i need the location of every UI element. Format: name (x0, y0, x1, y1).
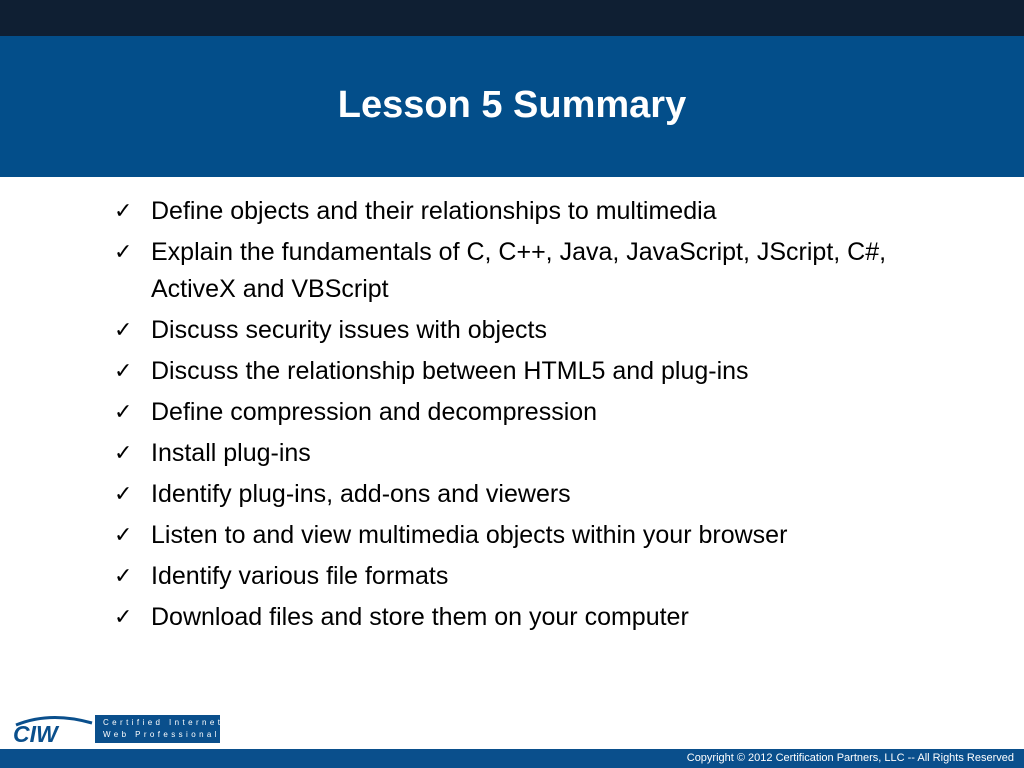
ciw-logo-mark (10, 713, 94, 745)
checkmark-icon: ✓ (114, 318, 133, 343)
list-item-text: Discuss the relationship between HTML5 and plug-ins (151, 357, 749, 385)
list-item (110, 353, 910, 390)
summary-list (110, 193, 910, 640)
ciw-logo (10, 712, 222, 746)
checkmark-icon: ✓ (114, 564, 133, 589)
list-item-text: Identify plug-ins, add-ons and viewers (151, 480, 571, 508)
list-item-text: Define compression and decompression (151, 398, 598, 426)
list-item-text: Identify various file formats (151, 562, 449, 590)
slide-title: Lesson 5 Summary (337, 84, 687, 126)
logo-tagline-line2: Web Professional (103, 730, 220, 739)
checkmark-icon: ✓ (114, 482, 133, 507)
list-item-text: Download files and store them on your computer (151, 603, 689, 631)
logo-mark-text: CIW (13, 721, 58, 745)
top-bar (0, 0, 1024, 36)
list-item (110, 394, 910, 431)
footer-bar (0, 749, 1024, 768)
list-item (110, 476, 910, 513)
list-item (110, 193, 910, 230)
checkmark-icon: ✓ (114, 441, 133, 466)
logo-tagline-box (95, 715, 224, 743)
checkmark-icon: ✓ (114, 240, 133, 265)
list-item (110, 312, 910, 349)
list-item (110, 558, 910, 595)
copyright-text: Copyright © 2012 Certification Partners, LLC -- All Rights Reserved (686, 752, 1014, 764)
checkmark-icon: ✓ (114, 605, 133, 630)
list-item (110, 234, 910, 308)
checkmark-icon: ✓ (114, 523, 133, 548)
list-item (110, 599, 910, 636)
list-item-text: Define objects and their relationships to multimedia (151, 197, 717, 225)
list-item-text: Listen to and view multimedia objects within your browser (151, 521, 788, 549)
list-item (110, 517, 910, 554)
list-item-text: Install plug-ins (151, 439, 311, 467)
checkmark-icon: ✓ (114, 359, 133, 384)
list-item (110, 435, 910, 472)
checkmark-icon: ✓ (114, 400, 133, 425)
list-item-text: Explain the fundamentals of C, C++, Java, JavaScript, JScript, C#, ActiveX and VBScript (151, 238, 887, 303)
checkmark-icon: ✓ (114, 199, 133, 224)
logo-tagline-line1: Certified Internet (103, 718, 224, 727)
list-item-text: Discuss security issues with objects (151, 316, 547, 344)
